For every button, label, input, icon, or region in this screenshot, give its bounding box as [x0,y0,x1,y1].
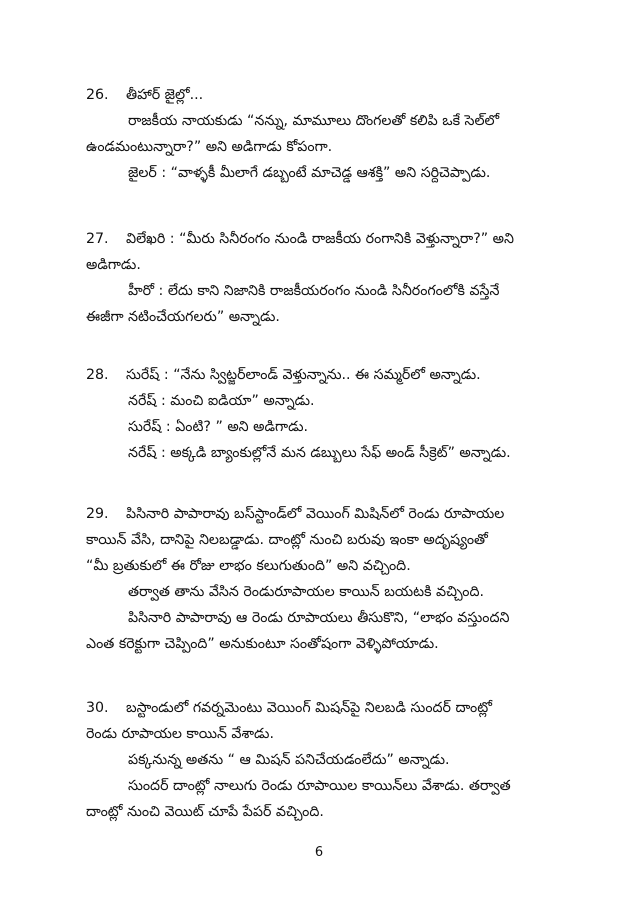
joke-line: పిసినారి పాపారావు ఆ రెండు రూపాయలు తీసుకొని, “లాభం వస్తుందని [128,610,510,626]
joke-line: పక్కనున్న అతను “ ఆ మిషన్ పనిచేయడంలేదు” అన్నాడు. [128,752,450,768]
joke-number: 28. [86,367,109,383]
joke-line: సుందర్ దాంట్లో నాలుగు రెండు రూపాయిల కాయిన్‌లు వేశాడు. తర్వాత [128,778,511,794]
joke-line: ఈజీగా నటించేయగలరు” అన్నాడు. [86,309,280,325]
joke-line: కాయిన్ వేసి, దానిపై నిలబడ్డాడు. దాంట్లో నుంచి బరువు ఇంకా అదృష్యంతో [86,532,488,548]
joke-line: నరేష్ : అక్కడి బ్యాంకుల్లోనే మన డబ్బులు సేఫ్ అండ్ సీక్రెట్” అన్నాడు. [128,445,511,461]
joke-line [86,226,572,252]
joke-30 [86,695,572,825]
joke-line [86,362,572,388]
joke-27 [86,226,572,330]
joke-line: “మీ బ్రతుకులో ఈ రోజు లాభం కలుగుతుంది” అని వచ్చింది. [86,558,411,574]
joke-line [86,695,572,721]
joke-text: విలేఖరి : “మీరు సినీరంగం నుండి రాజకీయ రంగానికి వెళ్తున్నారా?” అని [126,231,514,247]
joke-line: ఎంత కరెక్టుగా చెప్పింది” అనుకుంటూ సంతోషంగా వెళ్ళిపోయాడు. [86,636,439,652]
joke-line: రెండు రూపాయల కాయిన్ వేశాడు. [86,726,274,742]
joke-text: తీహార్ జైల్లో... [126,87,204,103]
joke-line [86,501,572,527]
joke-text: సురేష్ : “నేను స్విట్జర్‌లాండ్ వెళ్తున్నాను.. ఈ సమ్మర్‌లో అన్నాడు. [126,367,481,383]
joke-number: 27. [86,231,109,247]
page-number: 6 [314,845,324,860]
joke-line: అడిగాడు. [86,257,141,273]
joke-number: 26. [86,87,109,103]
joke-number: 30. [86,700,109,716]
joke-text: బస్టాండులో గవర్నమెంటు వెయింగ్ మిషన్‌పై నిలబడి సుందర్ దాంట్లో [126,700,492,716]
joke-29 [86,501,572,657]
joke-28 [86,362,572,466]
joke-line [86,82,572,108]
joke-line: దాంట్లో నుంచి వెయిట్ చూపే పేపర్ వచ్చింది. [86,804,324,820]
joke-number: 29. [86,506,109,522]
joke-line: నరేష్ : మంచి ఐడియా” అన్నాడు. [128,393,315,409]
joke-text: పిసినారి పాపారావు బస్‌స్టాండ్‌లో వెయింగ్ మిషిన్‌లో రెండు రూపాయల [126,506,505,522]
joke-line: జైలర్ : “వాళ్ళకీ మీలాగే డబ్బంటే మాచెడ్డ ఆశక్తి” అని సర్దిచెప్పాడు. [128,165,491,181]
joke-line: హీరో : లేదు కాని నిజానికి రాజకీయరంగం నుండి సినీరంగంలోకి వస్తేనే [128,283,500,299]
joke-26 [86,82,572,186]
joke-line: రాజకీయ నాయకుడు “నన్ను, మామూలు దొంగలతో కలిపి ఒకే సెల్‌లో [128,113,500,129]
joke-line: సురేష్ : ఏంటి? ” అని అడిగాడు. [128,419,308,435]
joke-line: తర్వాత తాను వేసిన రెండురూపాయల కాయిన్ బయటకి వచ్చింది. [128,584,484,600]
joke-line: ఉండమంటున్నారా?” అని అడిగాడు కోపంగా. [86,139,333,155]
